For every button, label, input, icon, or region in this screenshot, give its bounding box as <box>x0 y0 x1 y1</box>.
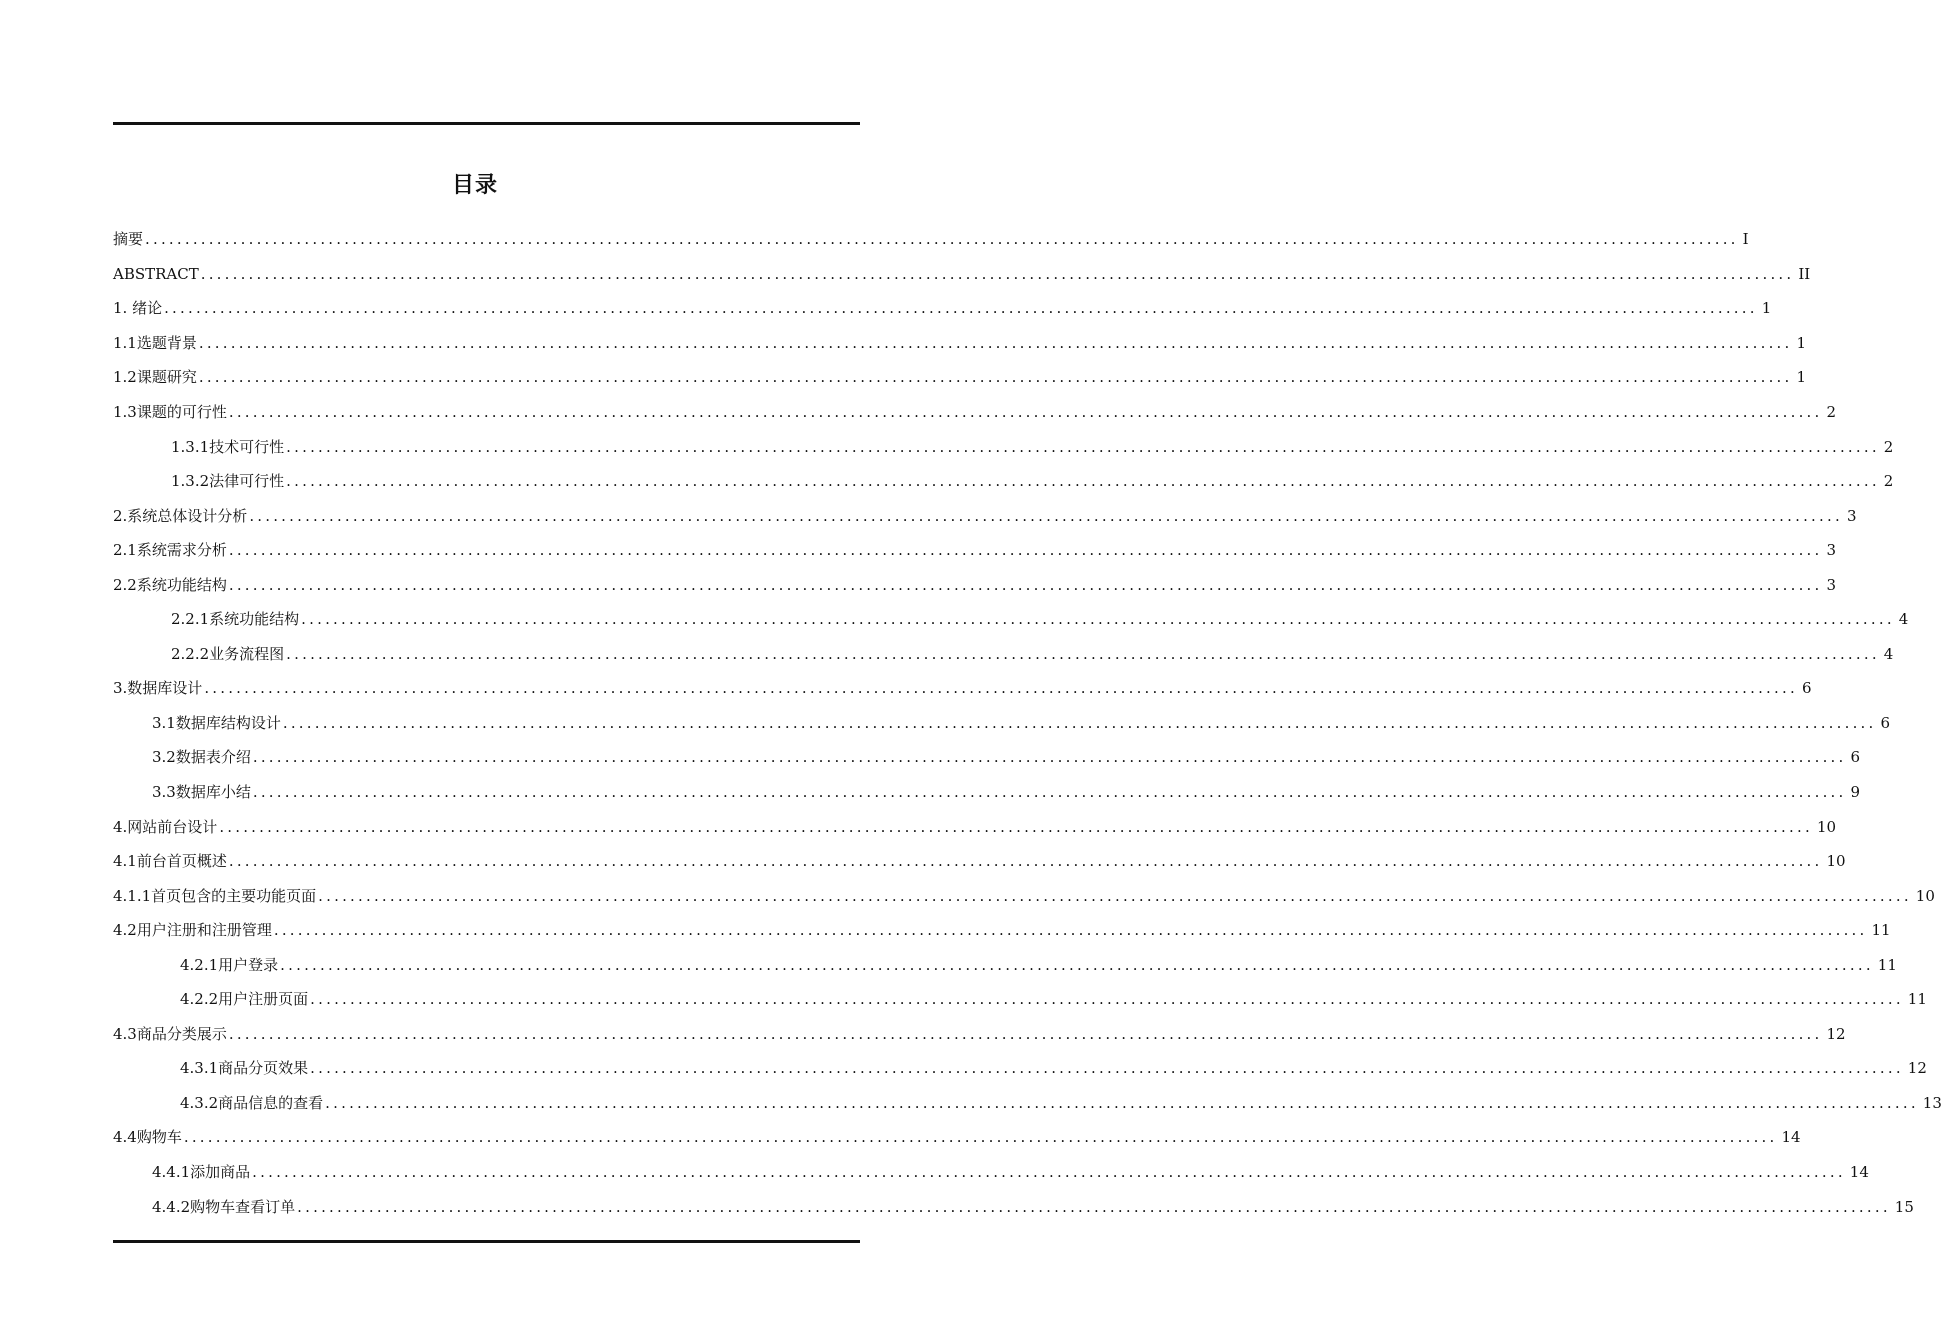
toc-entry[interactable] <box>113 706 1891 741</box>
toc-entry-page-number: 14 <box>1781 1128 1801 1147</box>
toc-entry-page-number: 14 <box>1849 1163 1869 1182</box>
toc-leader-dots: ........................................................................................................................................................................................................ <box>228 541 1823 560</box>
toc-entry[interactable] <box>113 1051 1927 1086</box>
toc-entry-page-number: I <box>1742 230 1749 249</box>
toc-leader-dots: ........................................................................................................................................................................................................ <box>310 990 1904 1009</box>
toc-entry[interactable] <box>113 671 1812 706</box>
toc-entry-page-number: 2 <box>1883 472 1894 491</box>
toc-entry[interactable] <box>113 291 1772 326</box>
toc-entry-page-number: 3 <box>1846 506 1857 525</box>
toc-entry-label: 4.4.2购物车查看订单 <box>152 1197 296 1216</box>
toc-entry[interactable] <box>113 740 1861 775</box>
toc-entry-page-number: 4 <box>1883 644 1894 663</box>
toc-leader-dots: ........................................................................................................................................................................................................ <box>204 679 1798 698</box>
toc-leader-dots: ........................................................................................................................................................................................................ <box>164 299 1758 318</box>
toc-entry-page-number: 2 <box>1883 437 1894 456</box>
toc-entry-page-number: II <box>1798 264 1811 283</box>
toc-leader-dots: ........................................................................................................................................................................................................ <box>228 575 1823 594</box>
toc-leader-dots: ........................................................................................................................................................................................................ <box>310 1059 1904 1078</box>
toc-leader-dots: ........................................................................................................................................................................................................ <box>198 333 1793 352</box>
toc-entry[interactable] <box>113 1189 1914 1224</box>
toc-entry[interactable] <box>113 326 1807 361</box>
toc-leader-dots: ........................................................................................................................................................................................................ <box>325 1093 1919 1112</box>
toc-leader-dots: ........................................................................................................................................................................................................ <box>301 610 1895 629</box>
toc-leader-dots: ........................................................................................................................................................................................................ <box>282 713 1877 732</box>
toc-entry-page-number: 2 <box>1826 403 1837 421</box>
toc-leader-dots: ........................................................................................................................................................................................................ <box>252 1163 1846 1182</box>
toc-entry[interactable] <box>113 257 1811 292</box>
toc-entry-page-number: 6 <box>1801 679 1812 698</box>
toc-entry-page-number: 10 <box>1816 817 1837 836</box>
toc-entry-label: 4.2.1用户登录 <box>180 955 279 974</box>
toc-entry-label: 1.2课题研究 <box>113 368 197 387</box>
toc-entry-label: 4.2用户注册和注册管理 <box>113 921 272 940</box>
header-rule <box>113 122 860 125</box>
toc-entry-page-number: 4 <box>1898 610 1909 629</box>
toc-entry-label: 1.1选题背景 <box>113 333 197 352</box>
toc-leader-dots: ........................................................................................................................................................................................................ <box>286 437 1880 456</box>
toc-entry-label: 2.2系统功能结构 <box>113 575 227 594</box>
toc-leader-dots: ........................................................................................................................................................................................................ <box>219 817 1813 836</box>
toc-leader-dots: ........................................................................................................................................................................................................ <box>183 1128 1778 1147</box>
footer-rule <box>113 1240 860 1243</box>
toc-entry-page-number: 11 <box>1907 990 1927 1009</box>
toc-entry-label: 4.4购物车 <box>113 1128 182 1147</box>
toc-entry[interactable] <box>113 844 1846 879</box>
toc-entry[interactable] <box>113 567 1837 602</box>
toc-leader-dots: ........................................................................................................................................................................................................ <box>252 783 1847 802</box>
toc-entry-label: 1. 绪论 <box>113 299 163 318</box>
toc-entry-page-number: 9 <box>1850 783 1861 802</box>
toc-entry[interactable] <box>113 913 1891 948</box>
toc-entry-label: 3.1数据库结构设计 <box>152 713 281 732</box>
toc-entry-label: 3.数据库设计 <box>113 679 203 698</box>
toc-entry[interactable] <box>113 982 1927 1017</box>
toc-leader-dots: ........................................................................................................................................................................................................ <box>249 506 1843 525</box>
toc-entry-label: 4.3.1商品分页效果 <box>180 1059 309 1078</box>
toc-entry-page-number: 6 <box>1850 748 1861 767</box>
toc-entry-label: 4.3.2商品信息的查看 <box>180 1093 324 1112</box>
toc-leader-dots: ........................................................................................................................................................................................................ <box>273 921 1868 940</box>
toc-entry[interactable] <box>113 464 1894 499</box>
toc-entry-page-number: 10 <box>1826 852 1846 871</box>
toc-leader-dots: ........................................................................................................................................................................................................ <box>228 852 1823 871</box>
toc-entry-page-number: 1 <box>1796 368 1807 387</box>
toc-entry[interactable] <box>113 775 1861 810</box>
toc-entry-label: 1.3课题的可行性 <box>113 403 227 421</box>
toc-entry-page-number: 3 <box>1826 541 1837 560</box>
toc-leader-dots: ........................................................................................................................................................................................................ <box>200 264 1795 283</box>
toc-entry-page-number: 13 <box>1922 1093 1942 1112</box>
table-of-contents <box>113 222 1942 1224</box>
toc-entry-label: ABSTRACT <box>113 264 199 283</box>
toc-entry-page-number: 12 <box>1826 1024 1846 1043</box>
toc-entry-label: 2.2.2业务流程图 <box>171 644 285 663</box>
toc-entry-label: 3.2数据表介绍 <box>152 748 251 767</box>
toc-entry-page-number: 1 <box>1796 333 1807 352</box>
toc-leader-dots: ........................................................................................................................................................................................................ <box>297 1197 1891 1216</box>
toc-entry-page-number: 6 <box>1880 713 1891 732</box>
toc-leader-dots: ........................................................................................................................................................................................................ <box>318 886 1912 905</box>
toc-entry[interactable] <box>113 395 1837 430</box>
toc-entry-label: 4.2.2用户注册页面 <box>180 990 309 1009</box>
toc-entry[interactable] <box>113 429 1894 464</box>
toc-leader-dots: ........................................................................................................................................................................................................ <box>198 368 1793 387</box>
toc-entry[interactable] <box>113 1086 1942 1121</box>
toc-entry-page-number: 11 <box>1877 955 1897 974</box>
toc-entry[interactable] <box>113 947 1897 982</box>
toc-entry[interactable] <box>113 1155 1869 1190</box>
toc-entry[interactable] <box>113 602 1909 637</box>
toc-leader-dots: ........................................................................................................................................................................................................ <box>228 403 1823 421</box>
toc-entry-page-number: 12 <box>1907 1059 1927 1078</box>
toc-entry-label: 2.系统总体设计分析 <box>113 506 248 525</box>
toc-leader-dots: ........................................................................................................................................................................................................ <box>286 644 1880 663</box>
toc-leader-dots: ........................................................................................................................................................................................................ <box>252 748 1847 767</box>
toc-entry-label: 4.3商品分类展示 <box>113 1024 227 1043</box>
toc-entry-label: 2.1系统需求分析 <box>113 541 227 560</box>
toc-entry-page-number: 3 <box>1826 575 1837 594</box>
toc-entry[interactable] <box>113 1120 1801 1155</box>
toc-entry-label: 1.3.2法律可行性 <box>171 472 285 491</box>
toc-entry-label: 摘要 <box>113 230 144 249</box>
toc-entry[interactable] <box>113 222 1749 257</box>
toc-entry[interactable] <box>113 878 1935 913</box>
toc-leader-dots: ........................................................................................................................................................................................................ <box>280 955 1874 974</box>
toc-entry-page-number: 10 <box>1915 886 1935 905</box>
toc-entry-label: 1.3.1技术可行性 <box>171 437 285 456</box>
toc-leader-dots: ........................................................................................................................................................................................................ <box>228 1024 1823 1043</box>
toc-entry-label: 3.3数据库小结 <box>152 783 251 802</box>
toc-entry-label: 4.1前台首页概述 <box>113 852 227 871</box>
toc-entry[interactable] <box>113 809 1837 844</box>
toc-leader-dots: ........................................................................................................................................................................................................ <box>145 230 1739 249</box>
toc-entry-label: 4.1.1首页包含的主要功能页面 <box>113 886 317 905</box>
toc-entry[interactable] <box>113 1017 1846 1052</box>
toc-entry-page-number: 11 <box>1871 921 1891 940</box>
toc-entry-label: 4.网站前台设计 <box>113 817 218 836</box>
page-title: 目录 <box>451 173 498 198</box>
toc-entry-page-number: 1 <box>1761 299 1772 318</box>
toc-leader-dots: ........................................................................................................................................................................................................ <box>286 472 1880 491</box>
toc-entry[interactable] <box>113 360 1807 395</box>
toc-entry-page-number: 15 <box>1894 1197 1914 1216</box>
toc-entry[interactable] <box>113 498 1857 533</box>
toc-entry[interactable] <box>113 637 1894 672</box>
toc-entry-label: 2.2.1系统功能结构 <box>171 610 300 629</box>
toc-entry-label: 4.4.1添加商品 <box>152 1163 251 1182</box>
toc-entry[interactable] <box>113 533 1837 568</box>
